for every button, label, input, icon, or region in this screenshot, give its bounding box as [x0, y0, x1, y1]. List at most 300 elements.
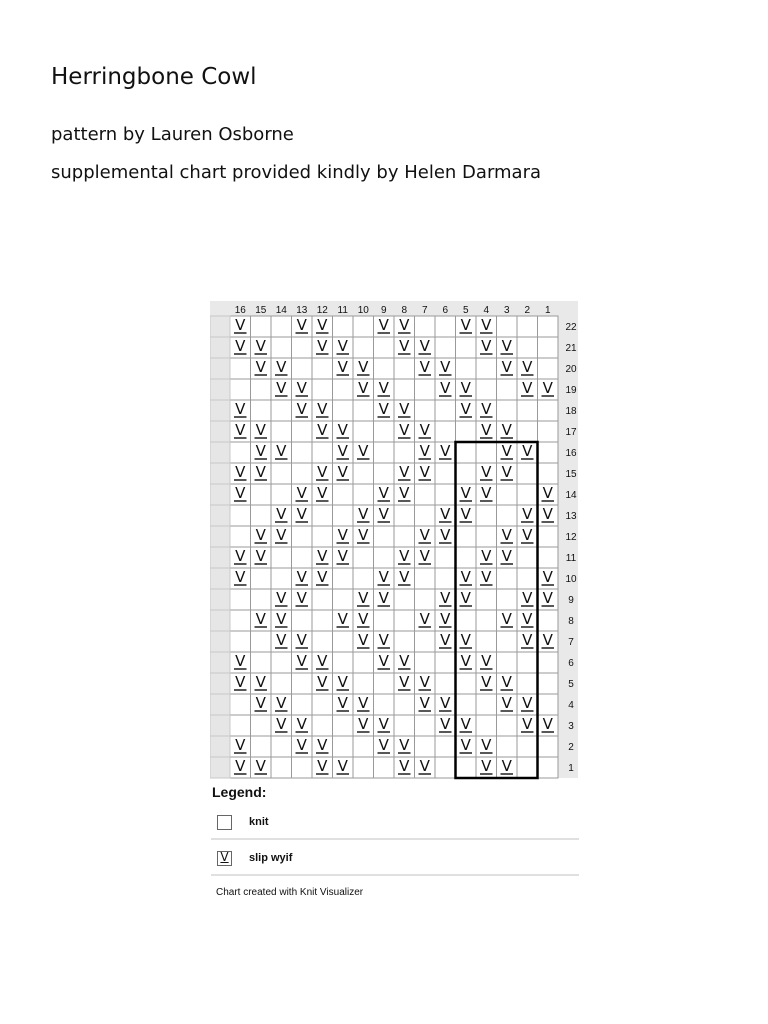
slip-stitch-mark: V [358, 379, 369, 397]
chart-cell [476, 505, 497, 526]
chart-cell [538, 547, 559, 568]
chart-cell [312, 631, 333, 652]
slip-stitch-mark: V [419, 694, 430, 712]
chart-cell [333, 505, 354, 526]
chart-cell [517, 337, 538, 358]
chart-cell [435, 757, 456, 778]
chart-cell [435, 673, 456, 694]
slip-stitch-mark: V [337, 673, 348, 691]
chart-cell [292, 757, 313, 778]
chart-cell [353, 652, 374, 673]
slip-stitch-mark: V [378, 589, 389, 607]
chart-cell [456, 547, 477, 568]
chart-cell [230, 589, 251, 610]
slip-stitch-mark: V [317, 421, 328, 439]
slip-stitch-mark: V [317, 568, 328, 586]
row-number: 5 [568, 679, 574, 690]
slip-stitch-mark: V [460, 568, 471, 586]
chart-cell [374, 358, 395, 379]
slip-stitch-mark: V [378, 400, 389, 418]
slip-stitch-mark: V [501, 547, 512, 565]
chart-cell [333, 736, 354, 757]
slip-stitch-mark: V [235, 757, 246, 775]
slip-stitch-mark: V [276, 358, 287, 376]
slip-stitch-mark: V [399, 421, 410, 439]
knit-symbol-icon [217, 815, 232, 830]
chart-cell [456, 358, 477, 379]
chart-cell [435, 484, 456, 505]
chart-cell [517, 484, 538, 505]
chart-cell [415, 505, 436, 526]
slip-stitch-mark: V [235, 484, 246, 502]
slip-stitch-mark: V [460, 484, 471, 502]
slip-stitch-mark: V [317, 673, 328, 691]
slip-stitch-mark: V [358, 442, 369, 460]
slip-stitch-mark: V [440, 589, 451, 607]
slip-stitch-mark: V [481, 757, 492, 775]
slip-stitch-mark: V [358, 358, 369, 376]
slip-stitch-mark: V [501, 337, 512, 355]
slip-stitch-mark: V [276, 526, 287, 544]
slip-stitch-mark: V [481, 463, 492, 481]
chart-cell [517, 547, 538, 568]
slip-stitch-mark: V [460, 400, 471, 418]
chart-cell [312, 505, 333, 526]
column-number: 15 [255, 305, 267, 316]
chart-cell [292, 694, 313, 715]
chart-cell [230, 358, 251, 379]
chart-cell [251, 568, 272, 589]
slip-stitch-mark: V [419, 358, 430, 376]
slip-stitch-mark: V [296, 715, 307, 733]
column-number: 11 [337, 305, 348, 316]
row-number: 12 [565, 532, 577, 543]
slip-stitch-mark: V [276, 715, 287, 733]
chart-cell [497, 505, 518, 526]
chart-cell [415, 589, 436, 610]
chart-cell [333, 715, 354, 736]
chart-cell [271, 673, 292, 694]
slip-stitch-mark: V [399, 547, 410, 565]
chart-cell [230, 526, 251, 547]
slip-stitch-mark: V [522, 379, 533, 397]
slip-stitch-mark: V [460, 631, 471, 649]
chart-cell [292, 463, 313, 484]
row-number: 2 [568, 742, 574, 753]
slip-stitch-mark: V [255, 694, 266, 712]
column-number: 14 [275, 305, 287, 316]
slip-stitch-mark: V [317, 463, 328, 481]
chart-cell [415, 652, 436, 673]
slip-stitch-mark: V [255, 337, 266, 355]
chart-cell [271, 463, 292, 484]
slip-stitch-mark: V [440, 631, 451, 649]
column-number: 2 [524, 305, 531, 316]
chart-cell [394, 379, 415, 400]
chart-cell [435, 337, 456, 358]
slip-stitch-mark: V [481, 400, 492, 418]
chart-cell [271, 547, 292, 568]
slip-stitch-mark: V [276, 610, 287, 628]
slip-stitch-mark: V [501, 610, 512, 628]
slip-stitch-mark: V [378, 736, 389, 754]
chart-cell [292, 337, 313, 358]
slip-stitch-mark: V [419, 673, 430, 691]
slip-stitch-mark: V [255, 547, 266, 565]
chart-cell [456, 526, 477, 547]
slip-stitch-mark: V [522, 631, 533, 649]
slip-stitch-mark: V [235, 673, 246, 691]
chart-cell [497, 652, 518, 673]
legend-item-slip [211, 842, 579, 876]
slip-stitch-mark: V [440, 442, 451, 460]
slip-stitch-mark: V [358, 694, 369, 712]
chart-cell [312, 379, 333, 400]
chart-cell [538, 652, 559, 673]
column-number: 10 [357, 305, 369, 316]
chart-cell [292, 547, 313, 568]
chart-cell [333, 400, 354, 421]
chart-cell [394, 631, 415, 652]
chart-cell [333, 379, 354, 400]
chart-cell [353, 757, 374, 778]
slip-stitch-mark: V [337, 358, 348, 376]
slip-stitch-mark: V [317, 337, 328, 355]
chart-cell [476, 358, 497, 379]
chart-cell [415, 316, 436, 337]
chart-cell [517, 463, 538, 484]
row-number: 4 [568, 700, 574, 711]
slip-stitch-mark: V [501, 757, 512, 775]
slip-stitch-mark: V [317, 400, 328, 418]
slip-stitch-mark: V [399, 736, 410, 754]
chart-cell [517, 400, 538, 421]
slip-stitch-mark: V [419, 547, 430, 565]
chart-cell [517, 652, 538, 673]
chart-cell [435, 568, 456, 589]
slip-stitch-mark: V [255, 526, 266, 544]
slip-stitch-mark: V [337, 694, 348, 712]
column-number: 13 [296, 305, 308, 316]
chart-cell [230, 610, 251, 631]
chart-cell [271, 316, 292, 337]
slip-stitch-mark: V [378, 484, 389, 502]
chart-cell [271, 757, 292, 778]
slip-stitch-mark: V [276, 589, 287, 607]
chart-cell [333, 631, 354, 652]
slip-stitch-mark: V [276, 379, 287, 397]
slip-stitch-mark: V [460, 505, 471, 523]
column-number: 12 [316, 305, 328, 316]
row-number: 7 [568, 637, 574, 648]
slip-stitch-mark: V [542, 715, 553, 733]
slip-stitch-mark: V [460, 379, 471, 397]
chart-cell [251, 736, 272, 757]
chart-cell [456, 757, 477, 778]
chart-cell [353, 673, 374, 694]
row-number: 13 [565, 511, 577, 522]
slip-stitch-mark: V [399, 673, 410, 691]
slip-stitch-mark: V [296, 568, 307, 586]
slip-stitch-mark: V [337, 547, 348, 565]
slip-stitch-mark: V [337, 421, 348, 439]
slip-stitch-mark: V [296, 379, 307, 397]
chart-cell [517, 673, 538, 694]
row-number: 10 [565, 574, 577, 585]
chart-cell [230, 379, 251, 400]
slip-stitch-mark: V [235, 568, 246, 586]
slip-stitch-mark: V [399, 316, 410, 334]
slip-stitch-mark: V [358, 715, 369, 733]
slip-stitch-mark: V [542, 589, 553, 607]
slip-stitch-mark: V [296, 736, 307, 754]
column-number: 6 [442, 305, 449, 316]
chart-cell [271, 400, 292, 421]
slip-stitch-mark: V [317, 736, 328, 754]
slip-stitch-mark: V [542, 379, 553, 397]
chart-cell [374, 442, 395, 463]
chart-cell [312, 358, 333, 379]
slip-stitch-mark: V [481, 736, 492, 754]
chart-cell [394, 505, 415, 526]
slip-stitch-mark: V [296, 631, 307, 649]
slip-stitch-mark: V [255, 358, 266, 376]
chart-cell [476, 589, 497, 610]
slip-stitch-mark: V [460, 736, 471, 754]
slip-stitch-mark: V [542, 568, 553, 586]
slip-stitch-mark: V [440, 505, 451, 523]
slip-stitch-mark: V [255, 421, 266, 439]
slip-stitch-mark: V [542, 505, 553, 523]
chart-cell [456, 337, 477, 358]
slip-stitch-mark: V [522, 694, 533, 712]
chart-cell [456, 694, 477, 715]
chart-cell [333, 652, 354, 673]
legend-label-knit: knit [249, 816, 269, 828]
row-number: 14 [565, 490, 577, 501]
slip-stitch-mark: V [378, 568, 389, 586]
chart-cell [394, 358, 415, 379]
chart-cell [271, 337, 292, 358]
slip-stitch-mark: V [440, 715, 451, 733]
row-number: 21 [565, 343, 577, 354]
slip-stitch-mark: V [481, 421, 492, 439]
chart-cell [292, 358, 313, 379]
chart-cell [353, 568, 374, 589]
chart-cell [517, 736, 538, 757]
chart-cell [517, 316, 538, 337]
slip-stitch-mark: V [276, 694, 287, 712]
slip-stitch-mark: V [440, 526, 451, 544]
row-number: 18 [565, 406, 577, 417]
document-title: Herringbone Cowl [51, 64, 257, 90]
slip-stitch-mark: V [276, 505, 287, 523]
chart-cell [456, 673, 477, 694]
chart-cell [394, 715, 415, 736]
chart-cell [271, 652, 292, 673]
slip-symbol-icon: V [217, 851, 232, 866]
slip-stitch-mark: V [419, 421, 430, 439]
chart-cell [353, 736, 374, 757]
chart-cell [538, 463, 559, 484]
slip-stitch-mark: V [358, 631, 369, 649]
chart-cell [476, 442, 497, 463]
slip-stitch-mark: V [296, 652, 307, 670]
chart-cell [497, 631, 518, 652]
column-number: 16 [234, 305, 246, 316]
slip-stitch-mark: V [296, 316, 307, 334]
legend [211, 784, 579, 876]
chart-cell [415, 379, 436, 400]
chart-cell [538, 316, 559, 337]
slip-stitch-mark: V [399, 484, 410, 502]
chart-cell [230, 631, 251, 652]
slip-stitch-mark: V [296, 589, 307, 607]
row-number: 8 [568, 616, 574, 627]
slip-stitch-mark: V [501, 526, 512, 544]
slip-stitch-mark: V [337, 442, 348, 460]
slip-stitch-mark: V [501, 673, 512, 691]
chart-cell [312, 526, 333, 547]
slip-stitch-mark: V [317, 652, 328, 670]
slip-stitch-mark: V [460, 589, 471, 607]
chart-cell [251, 316, 272, 337]
chart-cell [415, 484, 436, 505]
slip-stitch-mark: V [235, 421, 246, 439]
slip-stitch-mark: V [440, 694, 451, 712]
chart-cell [333, 589, 354, 610]
slip-stitch-mark: V [501, 358, 512, 376]
chart-cell [538, 337, 559, 358]
author-line: pattern by Lauren Osborne [51, 124, 294, 145]
slip-stitch-mark: V [522, 589, 533, 607]
chart-cell [251, 589, 272, 610]
slip-stitch-mark: V [419, 463, 430, 481]
slip-stitch-mark: V [358, 526, 369, 544]
chart-cell [251, 631, 272, 652]
chart-cell [435, 736, 456, 757]
slip-stitch-mark: V [235, 547, 246, 565]
slip-stitch-mark: V [235, 463, 246, 481]
chart-cell [394, 526, 415, 547]
slip-stitch-mark: V [522, 526, 533, 544]
slip-stitch-mark: V [522, 505, 533, 523]
chart-cell [251, 400, 272, 421]
chart-cell [374, 757, 395, 778]
chart-cell [312, 589, 333, 610]
slip-stitch-mark: V [440, 358, 451, 376]
row-number: 6 [568, 658, 574, 669]
row-number: 3 [568, 721, 574, 732]
slip-stitch-mark: V [317, 547, 328, 565]
chart-cell [312, 694, 333, 715]
chart-cell [394, 610, 415, 631]
chart-cell [415, 568, 436, 589]
slip-stitch-mark: V [358, 610, 369, 628]
chart-cell [312, 442, 333, 463]
chart-cell [538, 673, 559, 694]
slip-stitch-mark: V [378, 316, 389, 334]
chart-cell [497, 589, 518, 610]
chart-cell [456, 463, 477, 484]
chart-cell [415, 736, 436, 757]
chart-svg [210, 301, 578, 781]
slip-stitch-mark: V [399, 652, 410, 670]
slip-stitch-mark: V [440, 610, 451, 628]
slip-stitch-mark: V [522, 358, 533, 376]
slip-stitch-mark: V [358, 589, 369, 607]
chart-cell [538, 358, 559, 379]
chart-cell [333, 568, 354, 589]
slip-stitch-mark: V [481, 316, 492, 334]
chart-cell [517, 421, 538, 442]
chart-cell [271, 736, 292, 757]
slip-stitch-mark: V [235, 400, 246, 418]
slip-stitch-mark: V [296, 505, 307, 523]
row-number: 22 [565, 322, 577, 333]
chart-cell [476, 694, 497, 715]
slip-stitch-mark: V [296, 400, 307, 418]
slip-stitch-mark: V [378, 715, 389, 733]
chart-cell [374, 694, 395, 715]
slip-stitch-mark: V [378, 505, 389, 523]
chart-cell [497, 715, 518, 736]
chart-cell [435, 463, 456, 484]
slip-stitch-mark: V [255, 673, 266, 691]
chart-cell [538, 421, 559, 442]
slip-stitch-mark: V [481, 484, 492, 502]
slip-stitch-mark: V [522, 442, 533, 460]
chart-cell [394, 442, 415, 463]
slip-stitch-mark: V [378, 652, 389, 670]
slip-stitch-mark: V [419, 610, 430, 628]
slip-stitch-mark: V [399, 463, 410, 481]
chart-cell [394, 694, 415, 715]
slip-stitch-mark: V [542, 631, 553, 649]
slip-stitch-mark: V [419, 442, 430, 460]
chart-cell [230, 694, 251, 715]
slip-stitch-mark: V [522, 715, 533, 733]
chart-cell [292, 526, 313, 547]
chart-cell [374, 673, 395, 694]
slip-stitch-mark: V [481, 568, 492, 586]
slip-stitch-mark: V [440, 379, 451, 397]
slip-stitch-mark: V [255, 442, 266, 460]
slip-stitch-mark: V [235, 652, 246, 670]
slip-stitch-mark: V [276, 442, 287, 460]
credit-line: supplemental chart provided kindly by Helen Darmara [51, 162, 542, 183]
chart-cell [292, 421, 313, 442]
chart-cell [292, 673, 313, 694]
slip-stitch-mark: V [481, 673, 492, 691]
chart-cell [251, 484, 272, 505]
slip-stitch-mark: V [255, 757, 266, 775]
chart-cell [353, 337, 374, 358]
chart-cell [394, 589, 415, 610]
chart-cell [333, 316, 354, 337]
column-number: 3 [503, 305, 510, 316]
chart-cell [251, 715, 272, 736]
slip-stitch-mark: V [460, 715, 471, 733]
column-number: 9 [380, 305, 387, 316]
chart-cell [251, 652, 272, 673]
chart-cell [538, 526, 559, 547]
slip-stitch-mark: V [337, 526, 348, 544]
slip-stitch-mark: V [317, 316, 328, 334]
chart-cell [497, 379, 518, 400]
legend-label-slip: slip wyif [249, 852, 293, 864]
chart-cell [374, 547, 395, 568]
